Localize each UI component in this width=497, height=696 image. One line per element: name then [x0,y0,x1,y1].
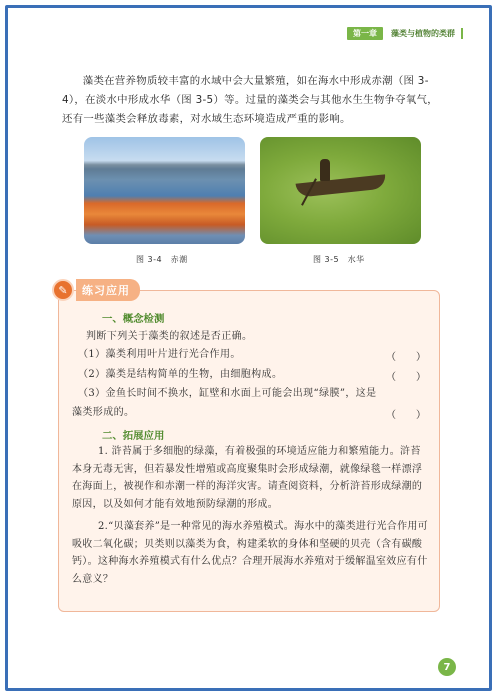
bracket-3: （ ） [386,410,426,421]
bracket-2: （ ） [386,372,426,383]
boatman-shape [320,159,330,181]
exercise-icon: ✎ [52,279,74,301]
boat-shape [296,174,387,197]
item-1: （1）藻类利用叶片进行光合作用。 [78,349,241,360]
red-tide-photo [84,137,245,244]
bracket-1: （ ） [386,352,426,363]
page-number: 7 [438,658,456,676]
intro-paragraph: 藻类在营养物质较丰富的水域中会大量繁殖，如在海水中形成赤潮（图 3-4），在淡水中形成水华（图 3-5）等。过量的藻类会与其他水生生物争夺氧气，还有一些藻类会释放毒素，对水域生态环境造成严重的影响。 [62,75,438,125]
figure-caption-1: 图 3-4 赤潮 [136,255,188,264]
chapter-title: 藻类与植物的类群 [391,28,455,38]
exercise-title: 练习应用 [76,279,140,301]
extension-paragraph-1: 1. 浒苔属于多细胞的绿藻，有着极强的环境适应能力和繁殖能力。浒苔本身无毒无害，但若暴发性增殖或高度聚集时会形成绿潮，就像绿毯一样漂浮在海面上，被视作和赤潮一样的海洋灾害。请查阅资料，分析浒苔形成绿潮的原因，以及如何才能有效地预防绿潮的形成。 [72,446,423,510]
section2-heading: 二、拓展应用 [102,430,165,442]
extension-paragraph-2: 2.“贝藻套养”是一种常见的海水养殖模式。海水中的藻类进行光合作用可吸收二氧化碳；贝类则以藻类为食，构建柔软的身体和坚硬的贝壳（含有碳酸钙）。这种海水养殖模式有什么优点？合理开展海水养殖对于缓解温室效应有什么意义？ [72,521,428,585]
algal-bloom-photo [260,137,421,244]
exercise-header [52,277,140,303]
item-3-cont: 藻类形成的。 [72,407,135,418]
chapter-tag: 第一章 [347,27,383,40]
item-2: （2）藻类是结构简单的生物，由细胞构成。 [78,369,283,380]
figure-caption-2: 图 3-5 水华 [313,255,365,264]
page-header [347,26,463,40]
item-3: （3）金鱼长时间不换水，缸壁和水面上可能会出现“绿膜”，这是 [78,388,377,399]
section1-instruction: 判断下列关于藻类的叙述是否正确。 [86,331,253,342]
section1-heading: 一、概念检测 [102,313,165,325]
header-bar [461,28,463,39]
